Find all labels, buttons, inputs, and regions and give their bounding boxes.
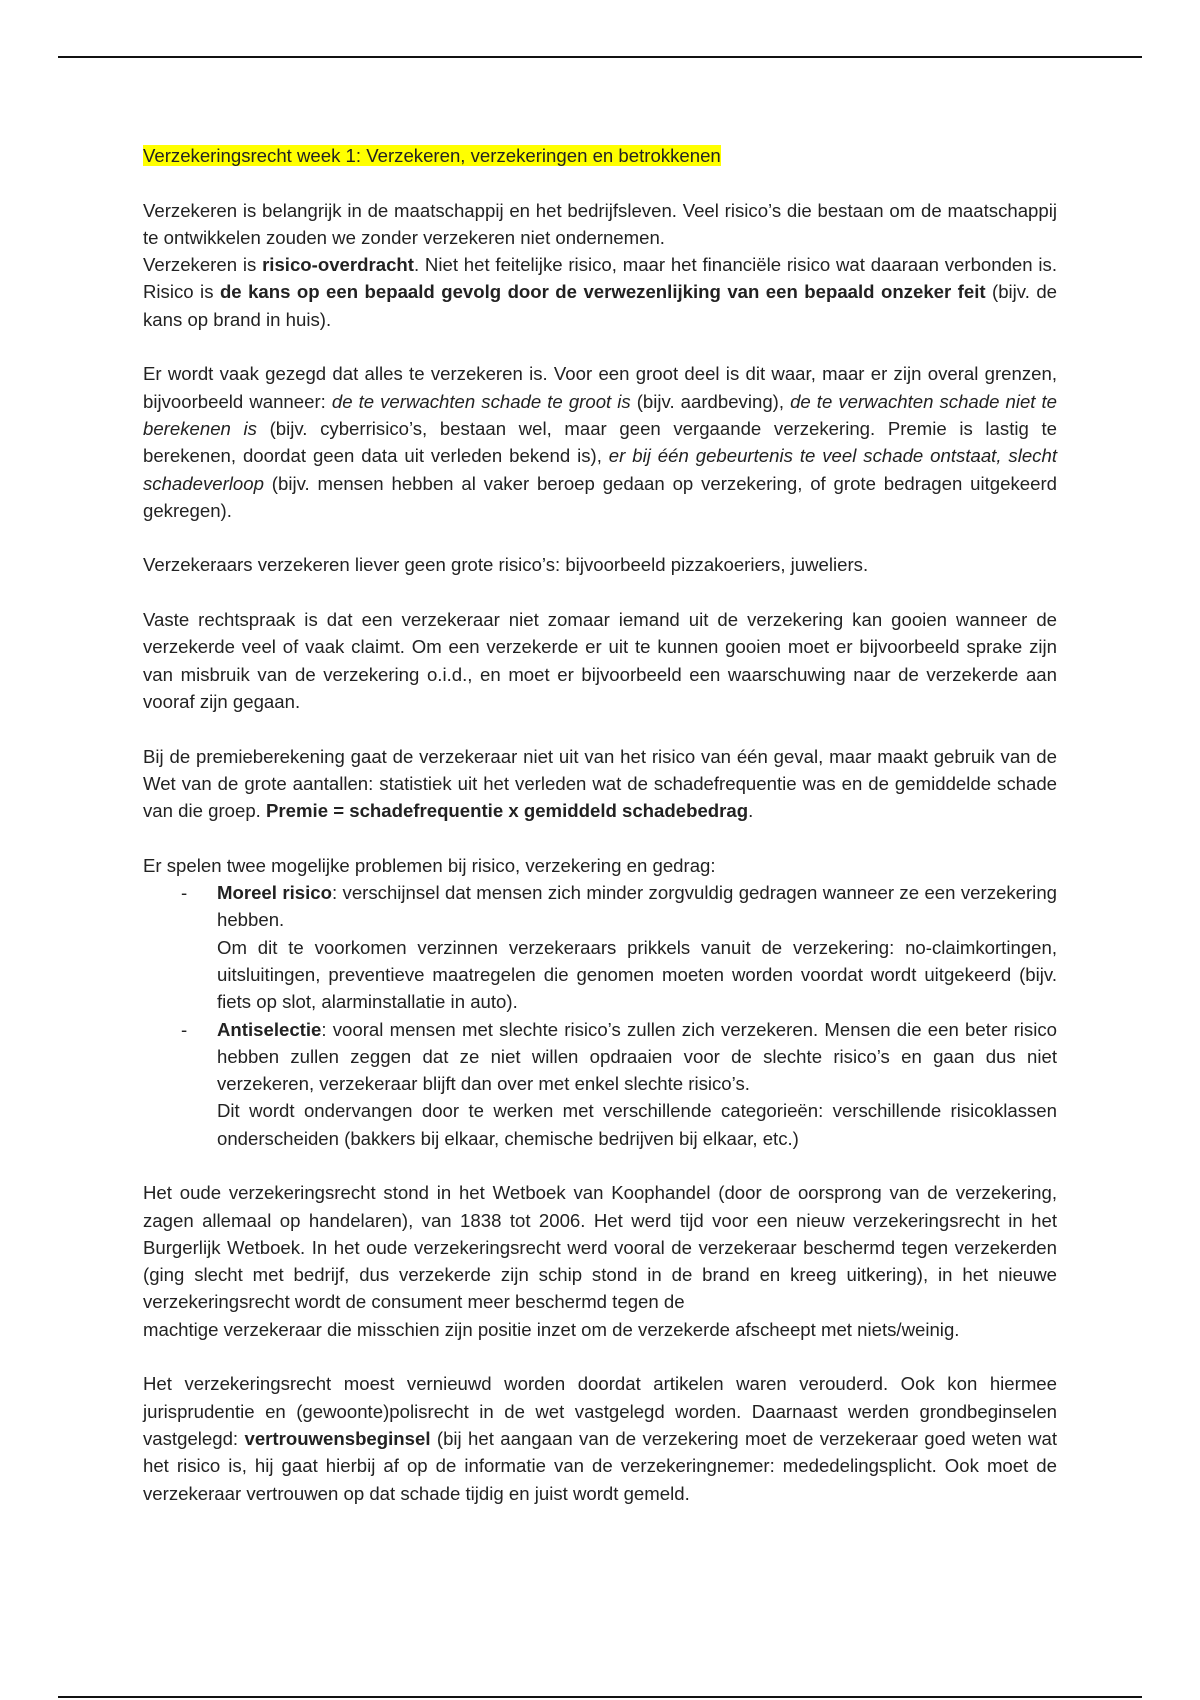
paragraph-rechtspraak: Vaste rechtspraak is dat een verzekeraar niet zomaar iemand uit de verzekering kan gooien wanneer de verzekerde veel of vaak claimt. Om een verzekerde er uit te kunnen gooien moet er bijvoorbeeld sprake zijn van misbruik van de verzekering o.i.d., en moet er bijvoorbeeld een waarschuwing naar de verzekerde aan vooraf zijn gegaan. [143, 609, 1057, 712]
paragraph-problemen-intro: Er spelen twee mogelijke problemen bij risico, verzekering en gedrag: [143, 854, 716, 876]
problemen-list [143, 879, 1057, 1152]
header-rule [58, 56, 1142, 58]
definition-risico: de kans op een bepaald gevolg door de verwezenlijking van een bepaald onzeker feit [219, 281, 986, 303]
list-item-antiselectie: - Antiselectie: vooral mensen met slechte risico’s zullen zich verzekeren. Mensen die een beter risico hebben zullen zeggen dat ze niet willen opdraaien voor de slechte risico’s en gaan dus niet verzekeren, verzekeraar blijft dan over met enkel slechte risico’s. Dit wordt ondervangen door te werken met verschillende categorieën: verschillende risicoklassen onderscheiden (bakkers bij elkaar, chemische bedrijven bij elkaar, etc.) [143, 1016, 1057, 1152]
paragraph-premieberekening: Bij de premieberekening gaat de verzekeraar niet uit van het risico van één geval, maar maakt gebruik van de Wet van de grote aantallen: statistiek uit het verleden wat de schadefrequentie was en de gemiddelde schade van die groep. Premie = schadefrequentie x gemiddeld schadebedrag. [143, 745, 1057, 822]
paragraph-intro-2: Verzekeren is risico-overdracht. Niet het feitelijke risico, maar het financiële risico wat daaraan verbonden is. Risico is de kans op een bepaald gevolg door de verwezenlijking van een bepaald onzeker feit (bijv. de kans op brand in huis). [143, 254, 1058, 330]
document-title [143, 142, 1057, 169]
paragraph-oude-recht: Het oude verzekeringsrecht stond in het Wetboek van Koophandel (door de oorsprong van de verzekering, zagen allemaal op handelaren), van 1838 tot 2006. Het werd tijd voor een nieuw verzekeringsrecht in het Burgerlijk Wetboek. In het oude verzekeringsrecht werd vooral de verzekeraar beschermd tegen verzekerden (ging slecht met bedrijf, dus verzekerde zijn schip stond in de brand en kreeg uitkering), in het nieuwe verzekeringsrecht wordt de consument meer beschermd tegen de [143, 1182, 1057, 1313]
term-vertrouwensbeginsel: vertrouwensbeginsel [244, 1427, 431, 1449]
title-highlight: Verzekeringsrecht week 1: Verzekeren, verzekeringen en betrokkenen [143, 145, 721, 166]
footer-rule [58, 1696, 1142, 1698]
paragraph-grote-risicos: Verzekeraars verzekeren liever geen grote risico’s: bijvoorbeeld pizzakoeriers, juweliers. [143, 554, 869, 576]
list-item-moreel-risico: - Moreel risico: verschijnsel dat mensen zich minder zorgvuldig gedragen wanneer ze een verzekering hebben. Om dit te voorkomen verzinnen verzekeraars prikkels vanuit de verzekering: no-claimkortingen, uitsluitingen, preventieve maatregelen die genomen moeten worden voordat wordt uitgekeerd (bijv. fiets op slot, alarminstallatie in auto). [143, 879, 1057, 1015]
paragraph-vernieuwing: Het verzekeringsrecht moest vernieuwd worden doordat artikelen waren verouderd. Ook kon hiermee jurisprudentie en (gewoonte)polisrecht in de wet vastgelegd worden. Daarnaast werden grondbeginselen vastgelegd: vertrouwensbeginsel (bij het aangaan van de verzekering moet de verzekeraar goed weten wat het risico is, hij gaat hierbij af op de informatie van de verzekeringnemer: mededelingsplicht. Ook moet de verzekeraar vertrouwen op dat schade tijdig en juist wordt gemeld. [143, 1373, 1057, 1504]
paragraph-oude-recht-cont: machtige verzekeraar die misschien zijn positie inzet om de verzekerde afscheept met niets/weinig. [143, 1318, 960, 1340]
term-risico-overdracht: risico-overdracht [262, 254, 414, 276]
document-body [143, 142, 1057, 1534]
paragraph-intro-1: Verzekeren is belangrijk in de maatschappij en het bedrijfsleven. Veel risico’s die bestaan om de maatschappij te ontwikkelen zouden we zonder verzekeren niet ondernemen. [143, 199, 1057, 248]
paragraph-grenzen: Er wordt vaak gezegd dat alles te verzekeren is. Voor een groot deel is dit waar, maar er zijn overal grenzen, bijvoorbeeld wanneer: de te verwachten schade te groot is (bijv. aardbeving), de te verwachten schade niet te berekenen is (bijv. cyberrisico’s, bestaan wel, maar geen vergaande verzekering. Premie is lastig te berekenen, doordat geen data uit verleden bekend is), er bij één gebeurtenis te veel schade ontstaat, slecht schadeverloop (bijv. mensen hebben al vaker beroep gedaan op verzekering, of grote bedragen uitgekeerd gekregen). [143, 363, 1058, 521]
premie-formula: Premie = schadefrequentie x gemiddeld schadebedrag [266, 800, 749, 822]
